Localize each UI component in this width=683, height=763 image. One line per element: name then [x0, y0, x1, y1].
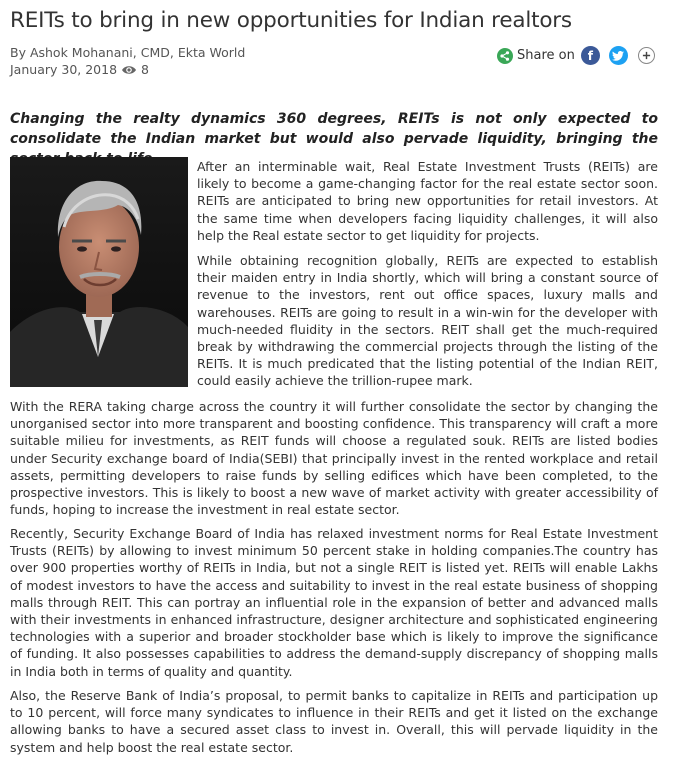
article-paragraph: Recently, Security Exchange Board of India has relaxed investment norms for Real Estate Investment Trusts (REITs) by allowing to invest minimum 50 percent stake in holding companies.The country has over 900 properties worthy of REITs in India, but not a single REIT is listed yet. REITs will enable Lakhs of modest investors to have the access and suitability to invest in the real estate business of shopping malls through REIT. This can portray an influential role in the expansion of better and advanced malls with their investments in enhanced infrastructure, designer architecture and sophisticated engineering technologies with a superior and broader stockholder base which is likely to improve the significance of funding. It also possesses capabilities to address the demand-supply discrepancy of shopping malls in India both in terms of quality and quantity. [10, 526, 658, 679]
view-count: 8 [141, 62, 149, 77]
article-date: January 30, 2018 [10, 62, 118, 77]
twitter-icon[interactable] [609, 46, 628, 65]
article-title: REITs to bring in new opportunities for Indian realtors [10, 8, 572, 33]
more-share-icon[interactable] [638, 47, 655, 64]
article-paragraph: While obtaining recognition globally, REITs are expected to establish their maiden entry in India shortly, which will bring a constant source of revenue to the investors, rent out office spaces, luxury malls and warehouses. REITs are going to result in a win-win for the developer with much-needed fluidity in the sectors. REIT shall get the much-required break by withdrawing the commercial projects through the listing of the REITs. It is much predicated that the listing potential of the Indian REIT, could easily achieve the trillion-rupee mark. [197, 253, 658, 389]
article-byline: By Ashok Mohanani, CMD, Ekta World [10, 45, 246, 60]
share-label: Share on [517, 48, 575, 63]
article-paragraph: After an interminable wait, Real Estate Investment Trusts (REITs) are likely to become a game-changing factor for the real estate sector soon. REITs are anticipated to bring new opportunities for retail investors. At the same time when developers facing liquidity challenges, it will also help the Real estate sector to get liquidity for projects. [197, 159, 658, 243]
eye-icon [121, 64, 137, 76]
article-paragraph: With the RERA taking charge across the country it will further consolidate the sector by changing the unorganised sector into more transparent and boosting confidence. This transparency will craft a more suitable milieu for investments, as REIT funds will choose a regulated souk. REITs are listed bodies under Security exchange board of India(SEBI) that principally invest in the rented workplace and retail assets, permitting developers to raise funds by selling edifices which have been completed, to the prospective investors. This is likely to boost a new wave of market activity with greater accessibility of funds, hoping to increase the investment in real estate sector. [10, 399, 658, 518]
facebook-icon[interactable]: f [581, 46, 600, 65]
share-bar [497, 46, 655, 65]
article-lede: Changing the realty dynamics 360 degrees, REITs is not only expected to consolidate the Indian market but would also pervade liquidity, bringing the [10, 111, 658, 147]
article-meta [10, 62, 149, 77]
article-paragraph: Also, the Reserve Bank of India’s proposal, to permit banks to capitalize in REITs and participation up to 10 percent, will force many syndicates to influence in their REITs and get it listed on the exchange allowing banks to have a secured asset class to invest in. Overall, this will pervade liquidity in the system and help boost the real estate sector. [10, 688, 658, 755]
author-portrait-image [10, 157, 188, 387]
share-icon [497, 48, 513, 64]
author-photo [10, 157, 188, 387]
